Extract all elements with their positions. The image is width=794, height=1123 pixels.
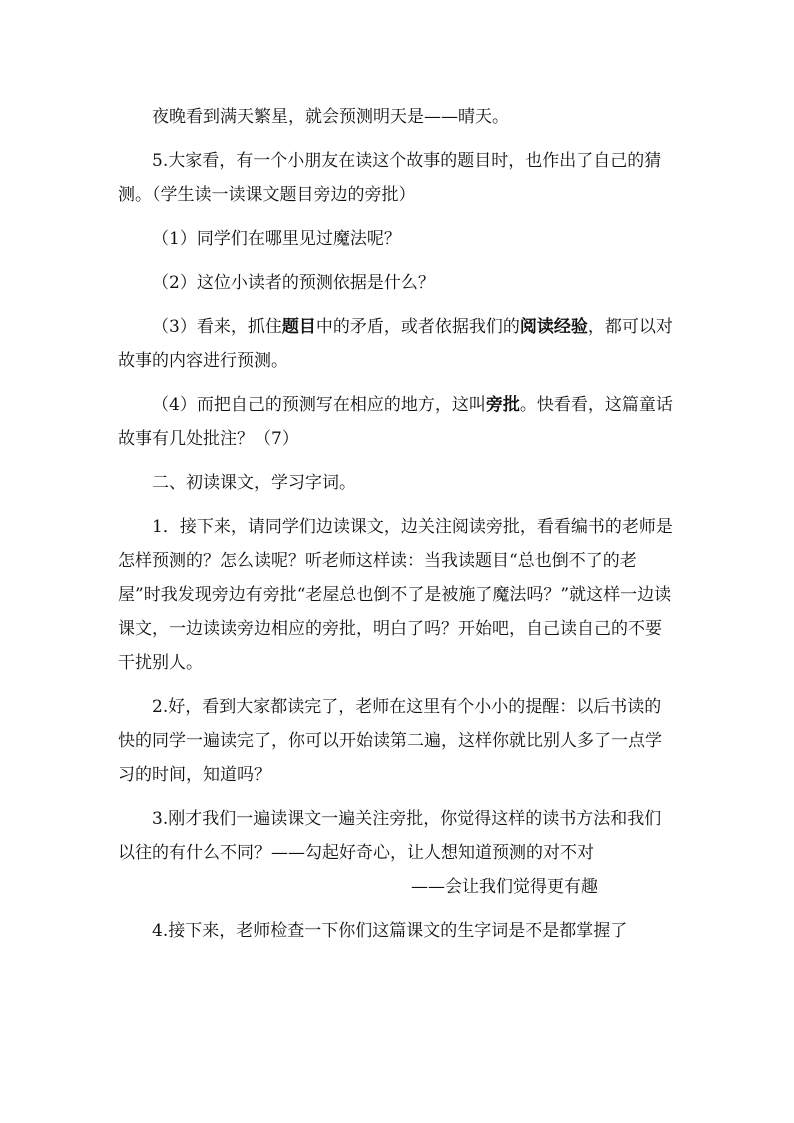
paragraph-q4 bbox=[118, 388, 678, 456]
document-body bbox=[118, 100, 678, 958]
paragraph-step-1: 1．接下来，请同学们边读课文，边关注阅读旁批，看看编书的老师是怎样预测的？怎么读呢？听老师这样读：当我读题目“总也倒不了的老屋”时我发现旁边有旁批“老屋总也倒不了是被施了魔法吗？”就这样一边读课文，一边读读旁边相应的旁批，明白了吗？开始吧，自己读自己的不要干扰别人。 bbox=[118, 517, 673, 673]
section-heading-2: 二、初读课文，学习字词。 bbox=[152, 473, 356, 493]
paragraph-q1: （1）同学们在哪里见过魔法呢？ bbox=[152, 229, 401, 249]
bold-term-sidenote: 旁批 bbox=[485, 395, 520, 415]
centered-answer-line: ——会让我们觉得更有趣 bbox=[411, 877, 598, 897]
text-run: （3）看来，抓住 bbox=[152, 317, 282, 337]
paragraph-q2: （2）这位小读者的预测依据是什么？ bbox=[152, 273, 435, 293]
paragraph-q3 bbox=[118, 310, 678, 378]
bold-term-title: 题目 bbox=[281, 317, 316, 337]
paragraph-step-4: 4.接下来，老师检查一下你们这篇课文的生字词是不是都掌握了 bbox=[152, 921, 628, 941]
bold-term-experience: 阅读经验 bbox=[519, 317, 588, 337]
paragraph-step-2: 2.好，看到大家都读完了，老师在这里有个小小的提醒：以后书读的快的同学一遍读完了，你可以开始读第二遍，这样你就比别人多了一点学习的时间，知道吗？ bbox=[118, 697, 662, 785]
text-run: 中的矛盾，或者依据我们的 bbox=[315, 317, 520, 337]
text-run: 。快看看，这篇童话故事有几处批注？（7） bbox=[118, 395, 673, 449]
text-run: ，都可以对故事的内容进行预测。 bbox=[118, 317, 673, 371]
paragraph-stars: 夜晚看到满天繁星，就会预测明天是——晴天。 bbox=[152, 107, 509, 127]
paragraph-5: 5.大家看，有一个小朋友在读这个故事的题目时，也作出了自己的猜测。（学生读一读课文题目旁边的旁批） bbox=[118, 151, 662, 205]
text-run: （4）而把自己的预测写在相应的地方，这叫 bbox=[152, 395, 486, 415]
paragraph-step-3: 3.刚才我们一遍读课文一遍关注旁批，你觉得这样的读书方法和我们以往的有什么不同？——勾起好奇心，让人想知道预测的对不对 bbox=[118, 809, 662, 863]
